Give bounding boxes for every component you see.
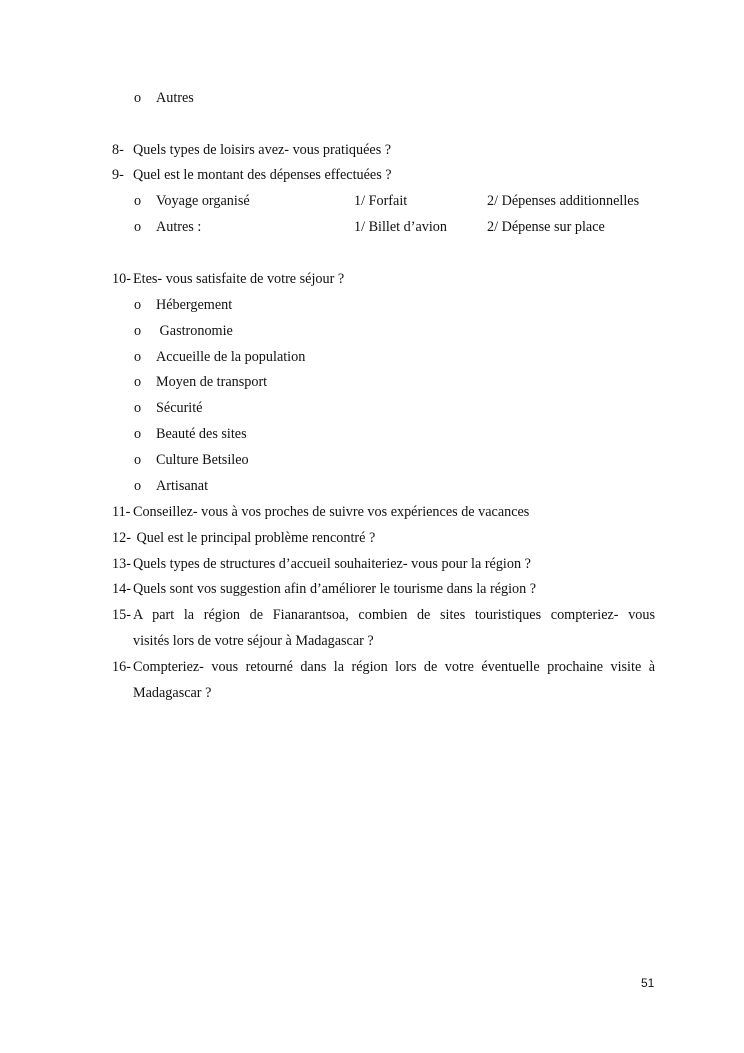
option-label: Sécurité: [156, 400, 203, 416]
question-text-line: visités lors de votre séjour à Madagascar ?: [133, 633, 374, 649]
question-number: 14-: [112, 581, 131, 597]
question-text: Quels sont vos suggestion afin d’améliorer le tourisme dans la région ?: [133, 581, 537, 597]
option-label: Artisanat: [156, 478, 209, 494]
question-text: Quel est le principal problème rencontré ?: [133, 530, 376, 546]
question-text: Quel est le montant des dépenses effectuées ?: [133, 167, 392, 183]
question-text-line: Compteriez- vous retourné dans la région lors de votre éventuelle prochaine visite à: [133, 659, 655, 675]
question-number: 10-: [112, 271, 131, 287]
question-number: 12-: [112, 530, 131, 546]
option-label: Accueille de la population: [156, 349, 306, 365]
question-number: 11-: [112, 504, 131, 520]
bullet-icon: o: [134, 90, 142, 106]
question-text: Quels types de loisirs avez- vous pratiquées ?: [133, 142, 392, 158]
option-label: Beauté des sites: [156, 426, 247, 442]
bullet-icon: o: [134, 478, 142, 494]
question-number: 16-: [112, 659, 131, 675]
page-number: 51: [641, 976, 655, 990]
bullet-icon: o: [134, 323, 142, 339]
option-label: Culture Betsileo: [156, 452, 249, 468]
option-label: Hébergement: [156, 297, 233, 313]
question-text: Conseillez- vous à vos proches de suivre vos expériences de vacances: [133, 504, 530, 520]
bullet-icon: o: [134, 400, 142, 416]
option-label: Moyen de transport: [156, 374, 268, 390]
bullet-icon: o: [134, 297, 142, 313]
question-text-line: A part la région de Fianarantsoa, combien de sites touristiques compteriez- vous: [133, 607, 655, 623]
option-label: Autres: [156, 90, 194, 106]
question-16-text: [133, 658, 655, 676]
question-15-text: [133, 606, 655, 624]
question-number: 15-: [112, 607, 131, 623]
option-col3: 2/ Dépenses additionnelles: [487, 193, 640, 209]
option-label: Autres :: [156, 219, 202, 235]
bullet-icon: o: [134, 452, 142, 468]
option-col2: 1/ Billet d’avion: [354, 219, 447, 235]
option-label: Gastronomie: [156, 323, 233, 339]
question-text: Quels types de structures d’accueil souhaiteriez- vous pour la région ?: [133, 556, 531, 572]
bullet-icon: o: [134, 193, 142, 209]
bullet-icon: o: [134, 374, 142, 390]
question-number: 9-: [112, 167, 124, 183]
bullet-icon: o: [134, 349, 142, 365]
option-col2: 1/ Forfait: [354, 193, 408, 209]
question-text: Etes- vous satisfaite de votre séjour ?: [133, 271, 345, 287]
question-number: 8-: [112, 142, 124, 158]
option-label: Voyage organisé: [156, 193, 250, 209]
option-col3: 2/ Dépense sur place: [487, 219, 605, 235]
question-text-line: Madagascar ?: [133, 685, 212, 701]
bullet-icon: o: [134, 426, 142, 442]
bullet-icon: o: [134, 219, 142, 235]
question-number: 13-: [112, 556, 131, 572]
